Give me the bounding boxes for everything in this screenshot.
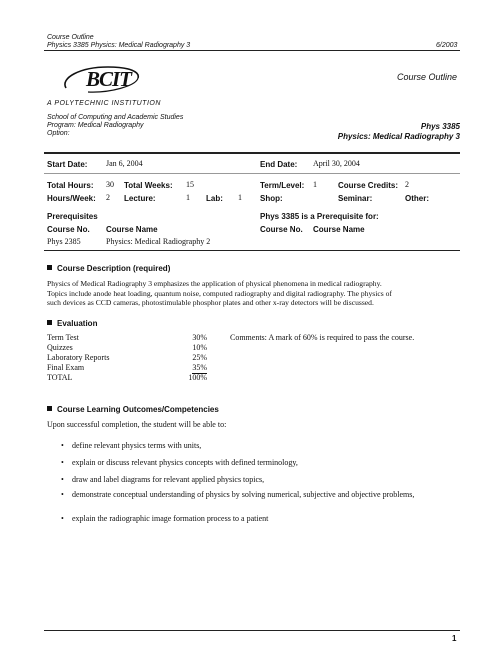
end-date-label: End Date:	[260, 160, 298, 169]
logo-text: BCIT	[86, 67, 132, 91]
logo-tagline: A POLYTECHNIC INSTITUTION	[47, 100, 161, 107]
section-bullet-icon	[47, 406, 52, 411]
course-outline-label: Course Outline	[397, 72, 458, 82]
evaluation-table	[47, 333, 207, 383]
evaluation-comment: Comments: A mark of 60% is required to pass the course.	[230, 333, 415, 342]
start-date-label: Start Date:	[47, 160, 88, 169]
end-date-value: April 30, 2004	[313, 159, 360, 168]
outcomes-intro: Upon successful completion, the student will be able to:	[47, 420, 227, 429]
dates-rule	[44, 173, 460, 174]
total-hours-value: 30	[106, 180, 114, 189]
evaluation-row: Final Exam 35%	[47, 363, 207, 372]
term-level-label: Term/Level:	[260, 181, 305, 190]
outcome-item: • explain or discuss relevant physics concepts with defined terminology,	[72, 458, 442, 468]
footer-rule	[44, 630, 460, 631]
prereq-course-name: Physics: Medical Radiography 2	[106, 237, 211, 246]
evaluation-heading: Evaluation	[47, 319, 97, 328]
total-hours-label: Total Hours:	[47, 181, 94, 190]
start-date-value: Jan 6, 2004	[106, 159, 143, 168]
term-level-value: 1	[313, 180, 317, 189]
total-weeks-label: Total Weeks:	[124, 181, 173, 190]
school-name: School of Computing and Academic Studies	[47, 114, 184, 121]
running-subtitle: Physics 3385 Physics: Medical Radiography 3	[47, 42, 191, 49]
bcit-logo	[58, 64, 142, 94]
prereq-heading: Prerequisites	[47, 212, 98, 221]
credits-label: Course Credits:	[338, 181, 399, 190]
page-number: 1	[452, 634, 457, 643]
section-bullet-icon	[47, 265, 52, 270]
header-rule	[44, 50, 460, 51]
outcomes-heading: Course Learning Outcomes/Competencies	[47, 405, 219, 414]
description-body	[47, 279, 463, 308]
prereq-col-course-no: Course No.	[47, 225, 90, 234]
description-heading: Course Description (required)	[47, 264, 170, 273]
hours-week-value: 2	[106, 193, 110, 202]
evaluation-row: Laboratory Reports 25%	[47, 353, 207, 362]
evaluation-row: Quizzes 10%	[47, 343, 207, 352]
prereq-col-course-name: Course Name	[106, 225, 158, 234]
program-name: Program: Medical Radiography	[47, 122, 144, 129]
credits-value: 2	[405, 180, 409, 189]
outcome-item: • explain the radiographic image formation process to a patient	[72, 514, 442, 524]
prereq-for-col-course-no: Course No.	[260, 225, 303, 234]
section-bullet-icon	[47, 320, 52, 325]
course-code: Phys 3385	[420, 122, 460, 131]
total-weeks-value: 15	[186, 180, 194, 189]
shop-label: Shop:	[260, 194, 283, 203]
prereq-rule	[44, 250, 460, 251]
evaluation-row: Term Test 30%	[47, 333, 207, 342]
running-header	[47, 34, 190, 50]
other-label: Other:	[405, 194, 429, 203]
prereq-for-heading: Phys 3385 is a Prerequisite for:	[260, 212, 379, 221]
lab-value: 1	[238, 193, 242, 202]
prereq-for-col-course-name: Course Name	[313, 225, 365, 234]
evaluation-total-row: TOTAL 100%	[47, 373, 207, 382]
outcome-item: • demonstrate conceptual understanding of physics by solving numerical, subjective and objective problems,	[72, 490, 432, 500]
course-title: Physics: Medical Radiography 3	[337, 132, 460, 141]
lecture-value: 1	[186, 193, 190, 202]
lecture-label: Lecture:	[124, 194, 156, 203]
school-info	[47, 114, 183, 138]
running-title: Course Outline	[47, 34, 94, 41]
seminar-label: Seminar:	[338, 194, 373, 203]
option-label: Option:	[47, 130, 70, 137]
title-rule	[44, 152, 460, 154]
hours-week-label: Hours/Week:	[47, 194, 96, 203]
outcome-item: • draw and label diagrams for relevant applied physics topics,	[72, 475, 442, 485]
prereq-course-no: Phys 2385	[47, 237, 81, 246]
lab-label: Lab:	[206, 194, 223, 203]
description-line: such devices as CCD cameras, photostimulable phosphor plates and other x-ray detectors will be discussed.	[47, 298, 374, 307]
outcome-item: • define relevant physics terms with units,	[72, 441, 442, 451]
description-line: Topics include anode heat loading, quantum noise, computed radiography and digital radiography. The physics of	[47, 288, 392, 298]
description-line: Physics of Medical Radiography 3 emphasizes the application of physical phenomena in medical radiography.	[47, 279, 382, 288]
course-id	[338, 122, 460, 142]
running-code: 6/2003	[436, 42, 458, 49]
